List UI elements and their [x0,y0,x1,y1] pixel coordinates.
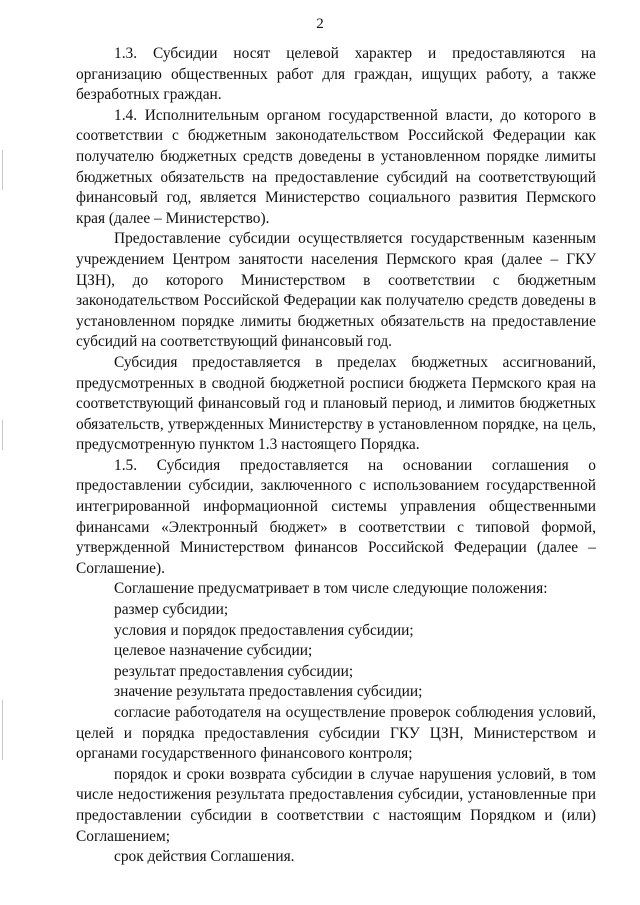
page-number: 2 [316,16,324,32]
paragraph-1-4: 1.4. Исполнительным органом государственной власти, до которого в соответствии с бюджетным законодательством Российской Федерации как получателю бюджетных средств доведены в установленном порядке лимиты бюджетных обязательств на предоставление субсидий на соответствующий финансовый год, является Министерство социального развития Пермского края (далее – Министерство). [76,106,596,227]
list-item: срок действия Соглашения. [114,848,295,866]
list-item: порядок и сроки возврата субсидии в случае нарушения условий, в том числе недостижения результата предоставления субсидии, установленные при предоставлении субсидии в соответствии с настоящим Порядком и (или) Соглашением; [76,765,596,845]
paragraph-budget-limits: Субсидия предоставляется в пределах бюджетных ассигнований, предусмотренных в сводной бюджетной росписи бюджета Пермского края на соответствующий финансовый год и плановый период, и лимитов бюджетных обязательств, утвержденных Министерству в установленном порядке, на цель, предусмотренную пунктом 1.3 настоящего Порядка. [76,353,596,454]
paragraph-agreement-intro: Соглашение предусматривает в том числе следующие положения: [114,580,548,598]
document-body [76,44,596,868]
list-item: размер субсидии; [114,601,229,619]
list-item: результат предоставления субсидии; [114,662,354,680]
paragraph-provision-gku: Предоставление субсидии осуществляется государственным казенным учреждением Центром занятости населения Пермского края (далее – ГКУ ЦЗН), до которого Министерством в соответствии с бюджетным законодательством Российской Федерации как получателю средств доведены в установленном порядке лимиты бюджетных обязательств на предоставление субсидий на соответствующий финансовый год. [76,230,596,351]
scan-edge-mark [2,700,3,760]
scan-edge-mark [2,150,3,190]
list-item: значение результата предоставления субсидии; [114,683,423,701]
list-item: согласие работодателя на осуществление проверок соблюдения условий, целей и порядка предоставления субсидии ГКУ ЦЗН, Министерством и органами государственного финансового контроля; [76,704,596,763]
list-item: целевое назначение субсидии; [114,642,313,660]
paragraph-1-5: 1.5. Субсидия предоставляется на основании соглашения о предоставлении субсидии, заключенного с использованием государственной интегрированной информационной системы управления общественными финансами «Электронный бюджет» в соответствии с типовой формой, утвержденной Министерством финансов Российской Федерации (далее – Соглашение). [76,456,596,577]
scan-edge-mark [2,420,3,450]
list-item: условия и порядок предоставления субсидии; [114,621,414,639]
paragraph-1-3: 1.3. Субсидии носят целевой характер и предоставляются на организацию общественных работ для граждан, ищущих работу, а также безработных граждан. [76,45,596,104]
